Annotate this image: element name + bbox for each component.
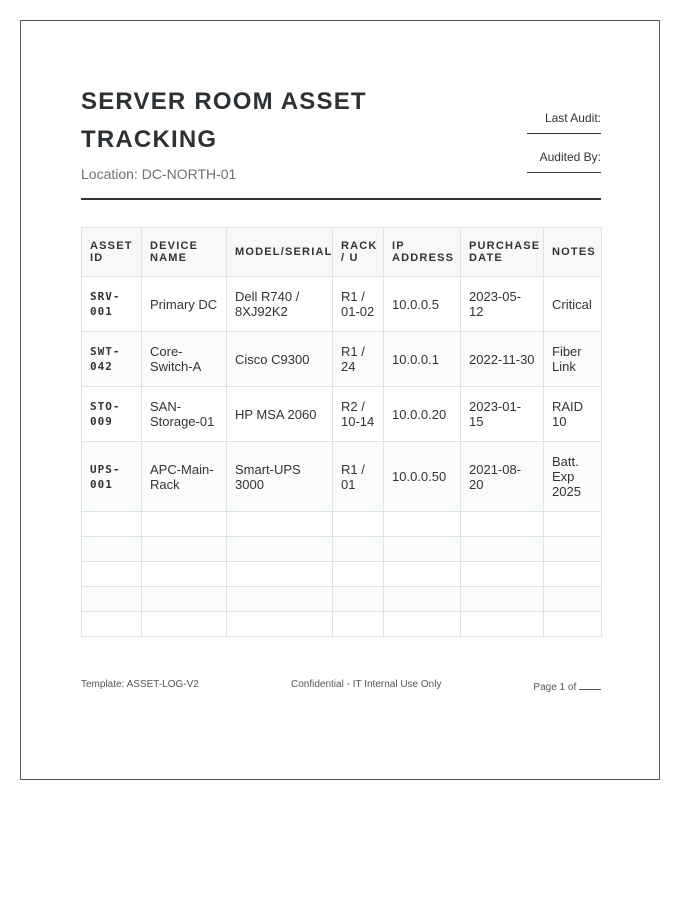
table-row bbox=[82, 277, 602, 332]
empty-cell bbox=[384, 562, 461, 587]
empty-cell bbox=[544, 612, 602, 637]
column-header-ip-address: IP ADDRESS bbox=[384, 228, 461, 277]
template-label: Template: ASSET-LOG-V2 bbox=[81, 679, 199, 690]
empty-cell bbox=[461, 537, 544, 562]
model-serial-cell: Smart-UPS 3000 bbox=[227, 442, 333, 512]
confidential-label: Confidential - IT Internal Use Only bbox=[291, 679, 442, 690]
page-title: SERVER ROOM ASSET TRACKING bbox=[81, 88, 367, 153]
empty-cell bbox=[544, 587, 602, 612]
empty-cell bbox=[544, 537, 602, 562]
empty-cell bbox=[384, 587, 461, 612]
document-header bbox=[81, 81, 601, 200]
column-header-notes: NOTES bbox=[544, 228, 602, 277]
ip-address-cell: 10.0.0.50 bbox=[384, 442, 461, 512]
rack-cell: R1 / 24 bbox=[333, 332, 384, 387]
page-number-label: Page 1 of bbox=[533, 682, 577, 693]
empty-cell bbox=[82, 587, 142, 612]
device-name-cell: SAN-Storage-01 bbox=[142, 387, 227, 442]
purchase-date-cell: 2021-08-20 bbox=[461, 442, 544, 512]
empty-cell bbox=[227, 562, 333, 587]
column-header-asset-id: ASSET ID bbox=[82, 228, 142, 277]
empty-cell bbox=[82, 512, 142, 537]
empty-cell bbox=[82, 537, 142, 562]
notes-cell: Batt. Exp 2025 bbox=[544, 442, 602, 512]
rack-cell: R2 / 10-14 bbox=[333, 387, 384, 442]
asset-id-cell: SWT-042 bbox=[82, 332, 142, 387]
empty-table-row bbox=[82, 587, 602, 612]
column-header-rack-u: RACK / U bbox=[333, 228, 384, 277]
empty-cell bbox=[142, 512, 227, 537]
empty-table-row bbox=[82, 537, 602, 562]
empty-cell bbox=[227, 612, 333, 637]
empty-cell bbox=[384, 612, 461, 637]
purchase-date-cell: 2022-11-30 bbox=[461, 332, 544, 387]
notes-cell: Critical bbox=[544, 277, 602, 332]
empty-cell bbox=[333, 587, 384, 612]
purchase-date-cell: 2023-05-12 bbox=[461, 277, 544, 332]
empty-cell bbox=[544, 562, 602, 587]
column-header-model-serial: MODEL/SERIAL bbox=[227, 228, 333, 277]
asset-id-cell: STO-009 bbox=[82, 387, 142, 442]
ip-address-cell: 10.0.0.20 bbox=[384, 387, 461, 442]
notes-cell: Fiber Link bbox=[544, 332, 602, 387]
last-audit-field bbox=[527, 109, 601, 134]
last-audit-label: Last Audit: bbox=[544, 111, 601, 125]
ip-address-cell: 10.0.0.5 bbox=[384, 277, 461, 332]
table-row bbox=[82, 442, 602, 512]
document-footer bbox=[81, 679, 601, 693]
empty-cell bbox=[227, 537, 333, 562]
empty-cell bbox=[82, 612, 142, 637]
purchase-date-cell: 2023-01-15 bbox=[461, 387, 544, 442]
model-serial-cell: HP MSA 2060 bbox=[227, 387, 333, 442]
table-header-row bbox=[82, 228, 602, 277]
empty-table-row bbox=[82, 562, 602, 587]
audited-by-field bbox=[527, 148, 601, 173]
device-name-cell: APC-Main-Rack bbox=[142, 442, 227, 512]
empty-cell bbox=[333, 612, 384, 637]
page-number-field bbox=[533, 679, 601, 693]
empty-cell bbox=[461, 612, 544, 637]
empty-cell bbox=[333, 537, 384, 562]
empty-cell bbox=[227, 587, 333, 612]
empty-cell bbox=[384, 537, 461, 562]
model-serial-cell: Cisco C9300 bbox=[227, 332, 333, 387]
column-header-purchase-date: PURCHASE DATE bbox=[461, 228, 544, 277]
empty-table-row bbox=[82, 512, 602, 537]
location-label: Location: DC-NORTH-01 bbox=[81, 166, 237, 182]
empty-cell bbox=[227, 512, 333, 537]
empty-cell bbox=[461, 562, 544, 587]
empty-cell bbox=[461, 587, 544, 612]
empty-cell bbox=[142, 537, 227, 562]
asset-table bbox=[81, 227, 602, 637]
document-page bbox=[20, 20, 660, 780]
audited-by-label: Audited By: bbox=[539, 150, 601, 164]
rack-cell: R1 / 01 bbox=[333, 442, 384, 512]
asset-id-cell: SRV-001 bbox=[82, 277, 142, 332]
empty-cell bbox=[142, 587, 227, 612]
asset-id-cell: UPS-001 bbox=[82, 442, 142, 512]
empty-cell bbox=[333, 562, 384, 587]
rack-cell: R1 / 01-02 bbox=[333, 277, 384, 332]
ip-address-cell: 10.0.0.1 bbox=[384, 332, 461, 387]
model-serial-cell: Dell R740 / 8XJ92K2 bbox=[227, 277, 333, 332]
empty-cell bbox=[384, 512, 461, 537]
column-header-device-name: DEVICE NAME bbox=[142, 228, 227, 277]
notes-cell: RAID 10 bbox=[544, 387, 602, 442]
empty-cell bbox=[544, 512, 602, 537]
device-name-cell: Primary DC bbox=[142, 277, 227, 332]
empty-cell bbox=[142, 562, 227, 587]
empty-cell bbox=[333, 512, 384, 537]
empty-cell bbox=[142, 612, 227, 637]
empty-cell bbox=[461, 512, 544, 537]
table-row bbox=[82, 387, 602, 442]
page-total-blank bbox=[579, 679, 601, 690]
empty-table-row bbox=[82, 612, 602, 637]
empty-cell bbox=[82, 562, 142, 587]
table-row bbox=[82, 332, 602, 387]
device-name-cell: Core-Switch-A bbox=[142, 332, 227, 387]
